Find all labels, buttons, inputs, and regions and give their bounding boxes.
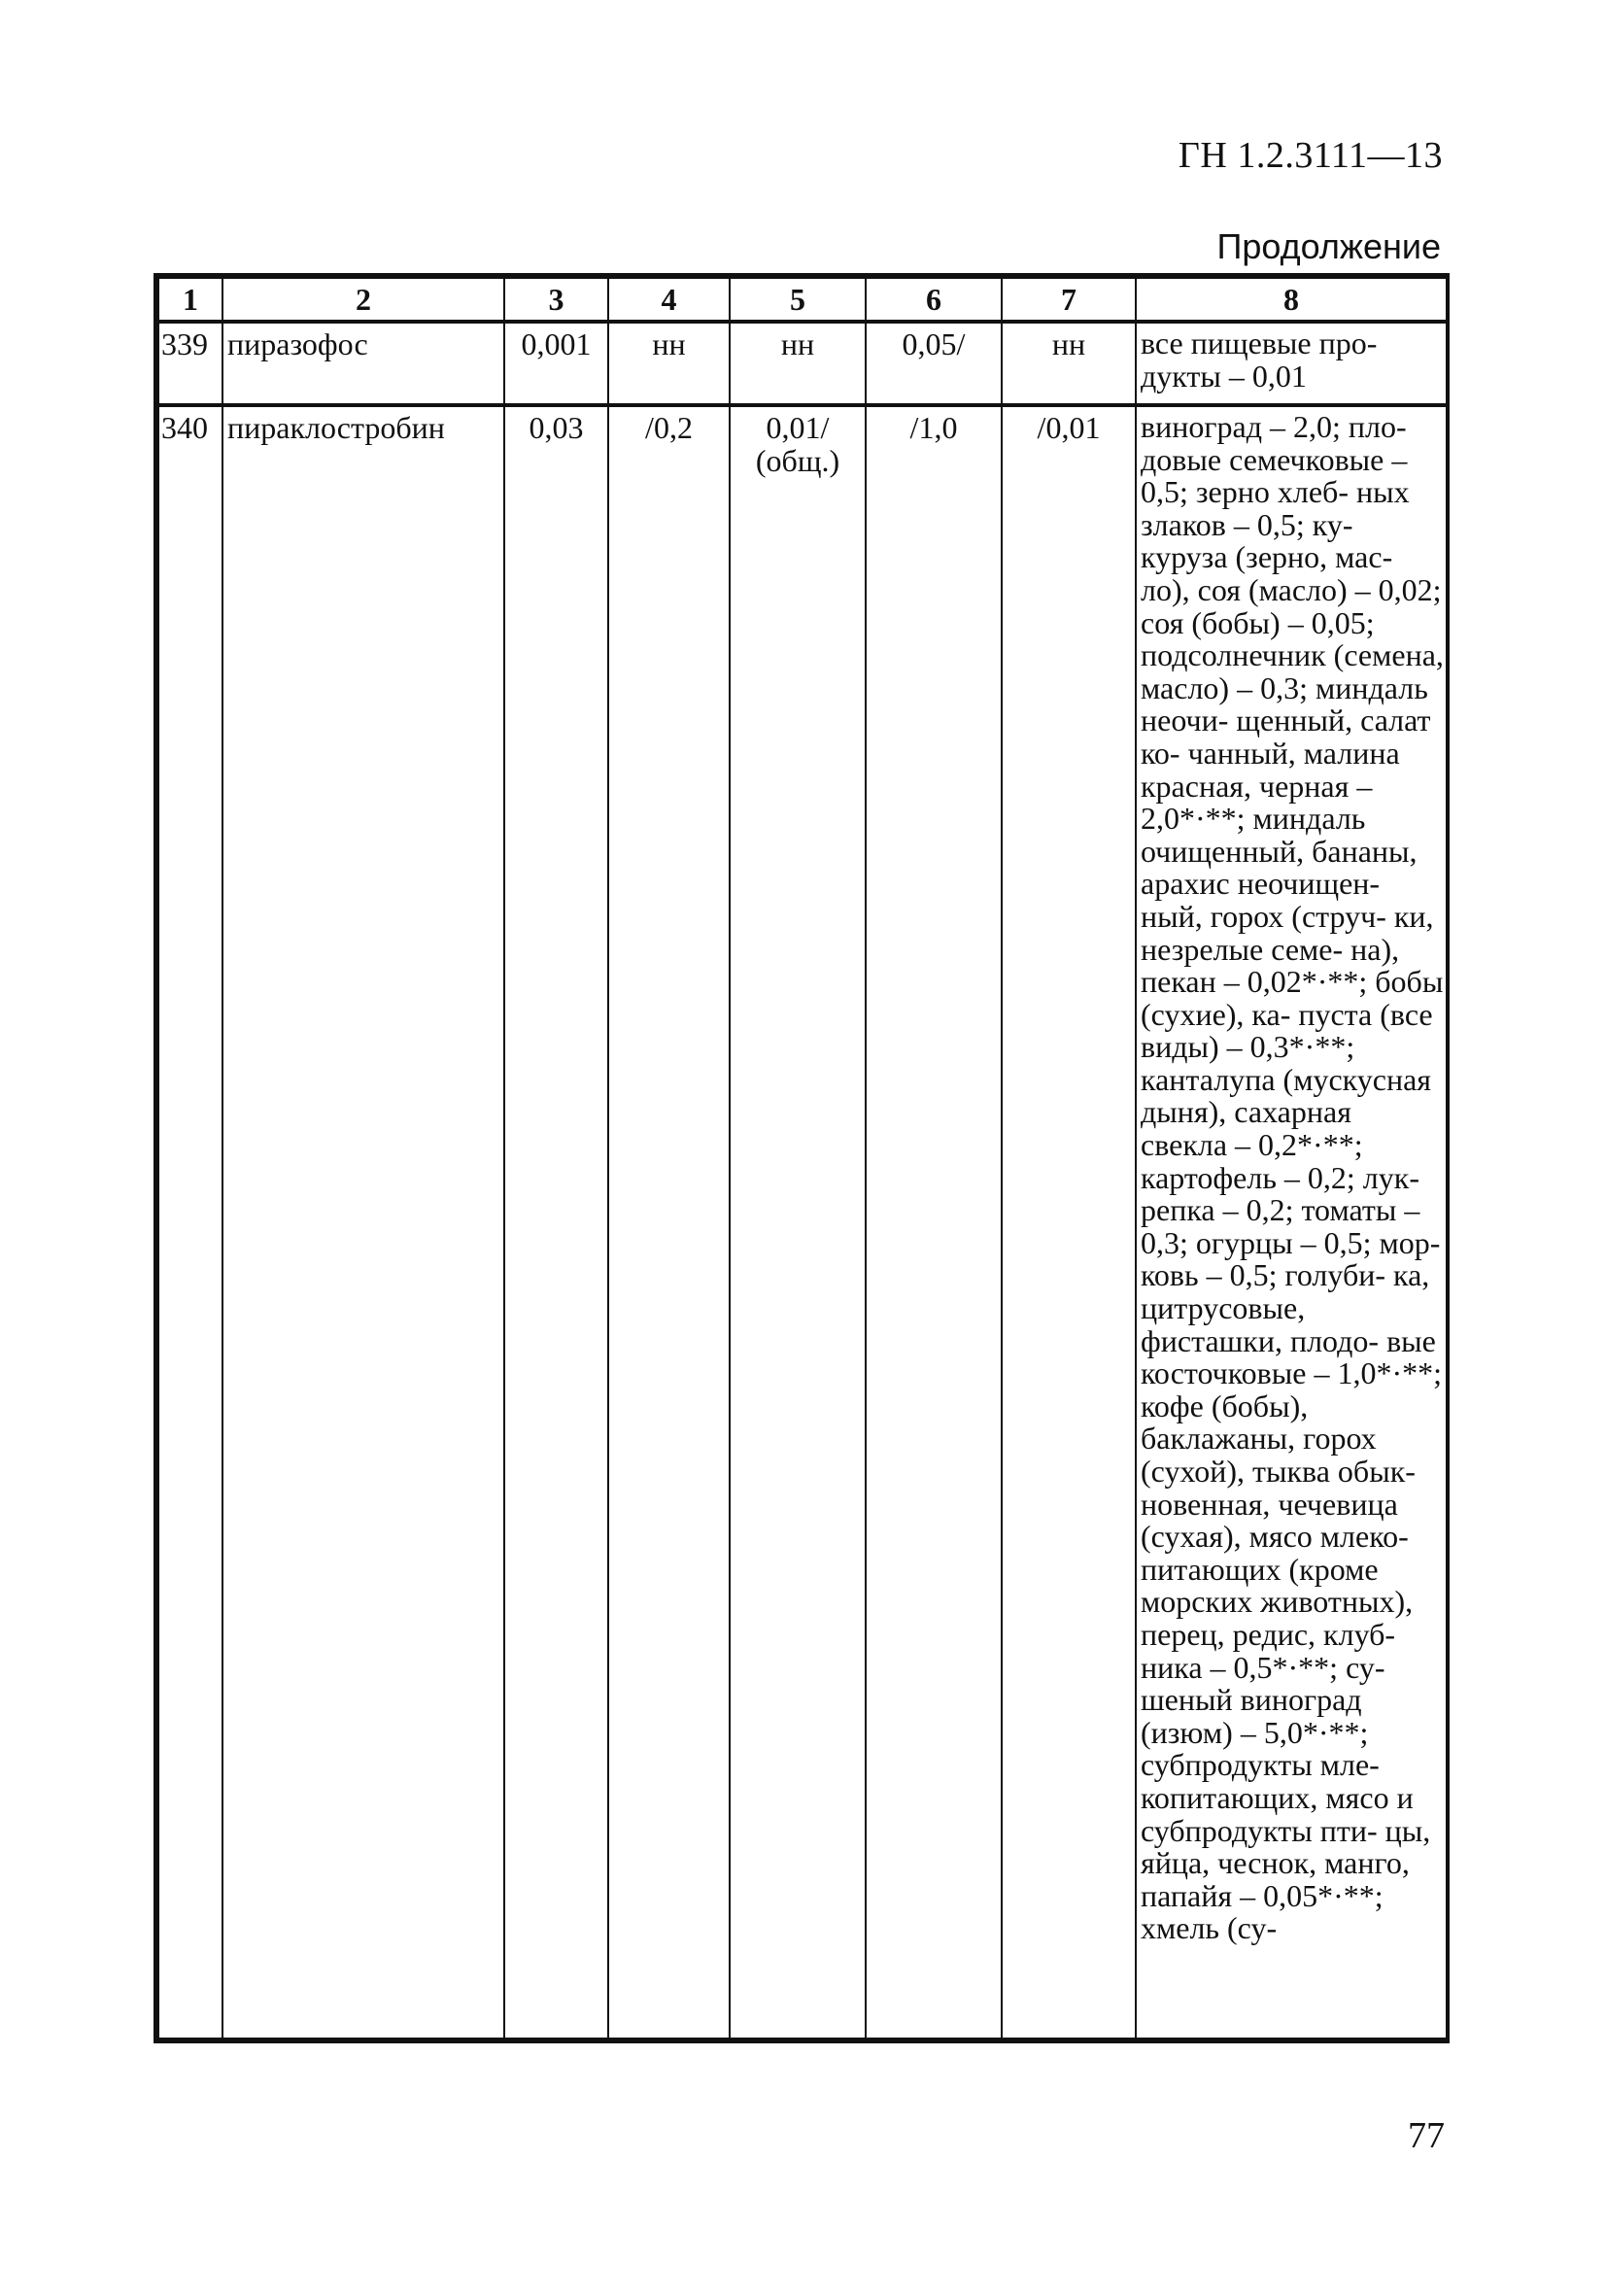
row-number: 340 <box>158 405 222 2039</box>
header-row <box>158 278 1447 322</box>
product-limits: виноград – 2,0; пло- довые семечковые – 0,5; зерно хлеб- ных злаков – 0,5; ку- куруза (зерно, мас- ло), соя (масло) – 0,02; соя (бобы) – 0,05; подсолнечник (семена, масло) – 0,3; миндаль неочи- щенный, салат ко- чанный, малина красная, черная – 2,0*·**; миндаль очищенный, бананы, арахис неочищен- ный, горох (струч- ки, незрелые семе- на), пекан – 0,02*·**; бобы (сухие), ка- пуста (все виды) – 0,3*·**; канталупа (мускусная дыня), сахарная свекла – 0,2*·**; картофель – 0,2; лук-репка – 0,2; томаты – 0,3; огурцы – 0,5; мор- ковь – 0,5; голуби- ка, цитрусовые, фисташки, плодо- вые косточковые – 1,0*·**; кофе (бобы), баклажаны, горох (сухой), тыква обык- новенная, чечевица (сухая), мясо млеко- питающих (кроме морских животных), перец, редис, клуб- ника – 0,5*·**; су- шеный виноград (изюм) – 5,0*·**; субпродукты мле- копитающих, мясо и субпродукты пти- цы, яйца, чеснок, манго, папайя – 0,05*·**; хмель (су- <box>1136 405 1447 2039</box>
cell-col3: 0,03 <box>504 405 608 2039</box>
document-code: ГН 1.2.3111—13 <box>1178 135 1443 176</box>
column-header-6: 6 <box>866 278 1002 322</box>
product-limits: все пищевые про- дукты – 0,01 <box>1136 322 1447 405</box>
cell-col7: нн <box>1002 322 1136 405</box>
table-row <box>158 322 1447 405</box>
cell-col7: /0,01 <box>1002 405 1136 2039</box>
cell-col4: /0,2 <box>608 405 730 2039</box>
column-header-1: 1 <box>158 278 222 322</box>
column-header-2: 2 <box>222 278 504 322</box>
cell-col5: нн <box>730 322 866 405</box>
column-header-4: 4 <box>608 278 730 322</box>
cell-col6: 0,05/ <box>866 322 1002 405</box>
page-number: 77 <box>1408 2115 1445 2156</box>
column-header-3: 3 <box>504 278 608 322</box>
cell-col6: /1,0 <box>866 405 1002 2039</box>
column-header-5: 5 <box>730 278 866 322</box>
cell-col5: 0,01/ (общ.) <box>730 405 866 2039</box>
cell-col4: нн <box>608 322 730 405</box>
data-table-container <box>154 273 1450 2043</box>
column-header-8: 8 <box>1136 278 1447 322</box>
column-header-7: 7 <box>1002 278 1136 322</box>
table-row <box>158 405 1447 2039</box>
substance-name: пиразофос <box>222 322 504 405</box>
row-number: 339 <box>158 322 222 405</box>
substance-name: пираклостробин <box>222 405 504 2039</box>
data-table <box>157 277 1448 2039</box>
cell-col3: 0,001 <box>504 322 608 405</box>
continuation-label: Продолжение <box>1216 226 1441 266</box>
